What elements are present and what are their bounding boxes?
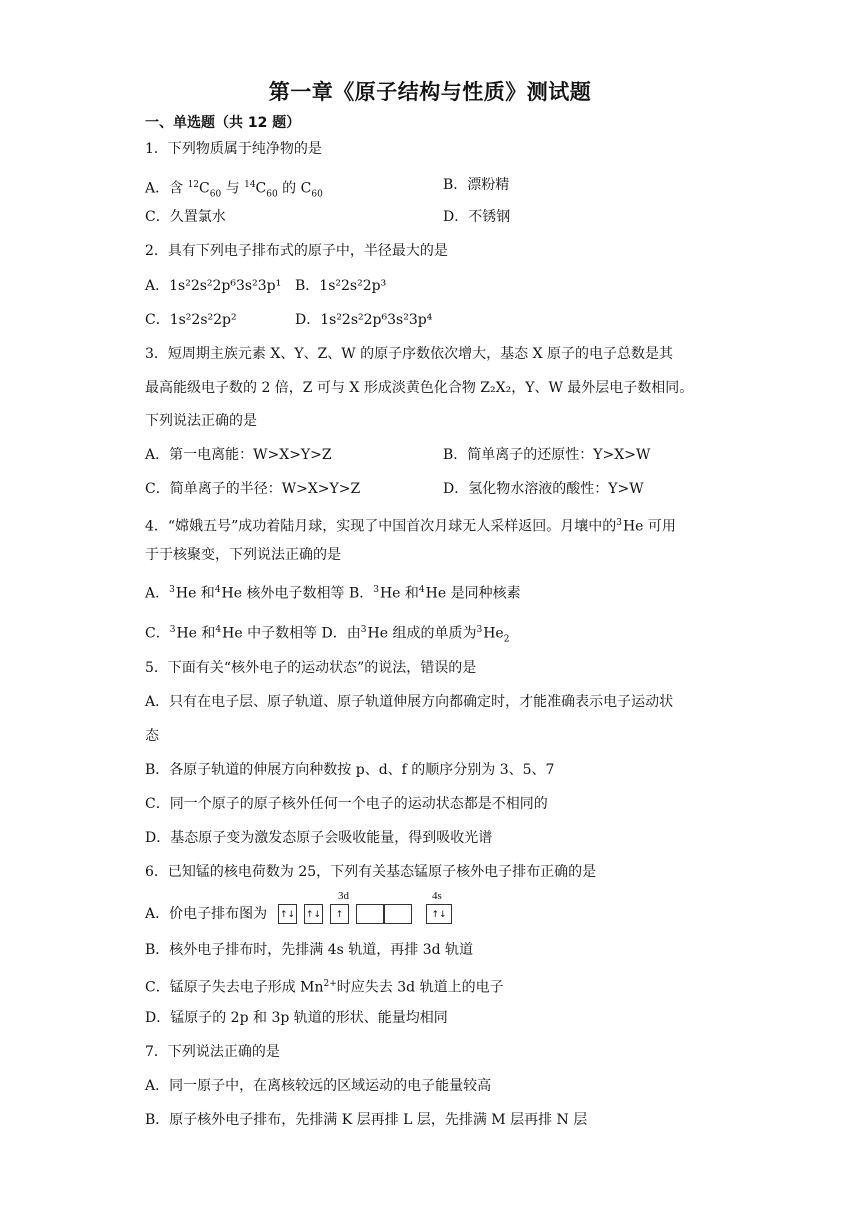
q2-option-c: C．1s²2s²2p² (145, 312, 237, 328)
q7-option-a: A．同一原子中，在离核较远的区域运动的电子能量较高 (145, 1078, 492, 1094)
q5-option-b: B．各原子轨道的伸展方向种数按 p、d、f 的顺序分别为 3、5、7 (145, 762, 555, 778)
q2-option-a: A．1s²2s²2p⁶3s²3p¹ (145, 278, 282, 294)
q2-stem: 2．具有下列电子排布式的原子中，半径最大的是 (145, 243, 448, 259)
q3-stem-line1: 3．短周期主族元素 X、Y、Z、W 的原子序数依次增大，基态 X 原子的电子总数是其 (145, 346, 673, 362)
q4-stem-line2: 于于核聚变，下列说法正确的是 (145, 547, 341, 563)
label-4s: 4s (432, 890, 442, 902)
q3-stem-line3: 下列说法正确的是 (145, 413, 257, 429)
q4-options-cd: C．$^3$He 和$^4$He 中子数相等 D．由$^3$He 组成的单质为$^3He_2$ (145, 625, 510, 645)
q7-option-b: B．原子核外电子排布，先排满 K 层再排 L 层，先排满 M 层再排 N 层 (145, 1112, 588, 1128)
orbital-box-3d-5 (384, 904, 412, 924)
orbital-box-3d-3: ↑ (330, 904, 349, 924)
page-title: 第一章《原子结构与性质》测试题 (268, 80, 592, 104)
q4-stem-line1: 4．“嫦娥五号”成功着陆月球，实现了中国首次月球无人采样返回。月壤中的$^3$He 可用 (145, 518, 676, 535)
orbital-box-3d-1: ↑↓ (278, 904, 297, 924)
q5-option-a-line1: A．只有在电子层、原子轨道、原子轨道伸展方向都确定时，才能准确表示电子运动状 (145, 694, 674, 710)
q3-option-d: D．氢化物水溶液的酸性：Y>W (443, 481, 644, 497)
q3-option-a: A．第一电离能：W>X>Y>Z (145, 447, 332, 463)
section-heading: 一、单选题（共 12 题） (145, 115, 301, 131)
q1-option-d: D．不锈钢 (443, 209, 511, 225)
orbital-box-3d-4 (356, 904, 384, 924)
q1-option-a: A．含 $^{12}C_{60}$ 与 $^{14}C_{60}$ 的 $C_{60}$ (145, 180, 323, 200)
q5-stem: 5．下面有关“核外电子的运动状态”的说法，错误的是 (145, 660, 477, 676)
q1-option-c: C．久置氯水 (145, 209, 226, 225)
orbital-box-4s: ↑↓ (426, 904, 452, 924)
q5-option-d: D．基态原子变为激发态原子会吸收能量，得到吸收光谱 (145, 830, 493, 846)
q2-option-b: B．1s²2s²2p³ (295, 278, 387, 294)
q3-stem-line2: 最高能级电子数的 2 倍，Z 可与 X 形成淡黄色化合物 Z₂X₂，Y、W 最外层电子数相同。 (145, 380, 694, 396)
q6-option-d: D．锰原子的 2p 和 3p 轨道的形状、能量均相同 (145, 1010, 448, 1026)
q7-stem: 7．下列说法正确的是 (145, 1044, 280, 1060)
q1-stem: 1．下列物质属于纯净物的是 (145, 141, 322, 157)
q3-option-b: B．简单离子的还原性：Y>X>W (443, 447, 651, 463)
q3-option-c: C．简单离子的半径：W>X>Y>Z (145, 481, 361, 497)
q6-stem: 6．已知锰的核电荷数为 25，下列有关基态锰原子核外电子排布正确的是 (145, 864, 597, 880)
q6-option-a: A．价电子排布图为 (145, 906, 268, 922)
q4-options-ab: A．$^3$He 和$^4$He 核外电子数相等 B．$^3$He 和$^4$He 是同种核素 (145, 585, 521, 602)
orbital-box-3d-2: ↑↓ (304, 904, 323, 924)
q6-option-b: B．核外电子排布时，先排满 4s 轨道，再排 3d 轨道 (145, 942, 474, 958)
q5-option-a-line2: 态 (145, 728, 159, 744)
q1-option-b: B．漂粉精 (443, 177, 510, 193)
q6-option-c: C．锰原子失去电子形成 $Mn^{2+}$时应失去 3d 轨道上的电子 (145, 979, 504, 996)
label-3d: 3d (338, 890, 349, 902)
q2-option-d: D．1s²2s²2p⁶3s²3p⁴ (295, 312, 433, 328)
q5-option-c: C．同一个原子的原子核外任何一个电子的运动状态都是不相同的 (145, 796, 548, 812)
